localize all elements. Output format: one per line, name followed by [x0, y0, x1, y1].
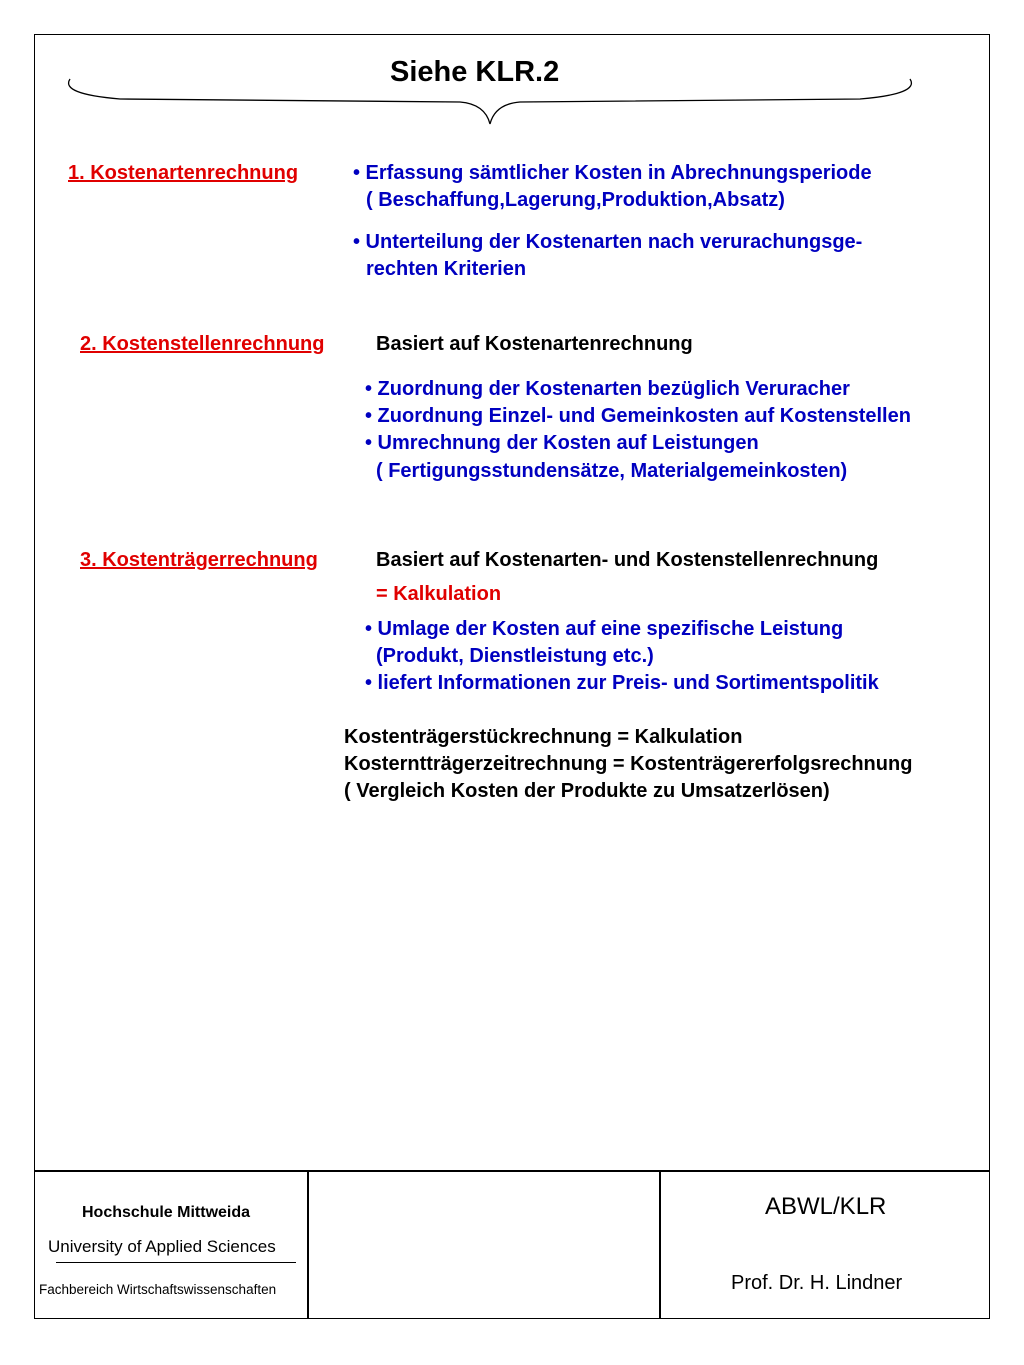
page-title: Siehe KLR.2 — [390, 56, 560, 88]
bullet-line: rechten Kriterien — [366, 258, 527, 280]
subtitle-underline — [56, 1262, 296, 1263]
bullet-line: • Umlage der Kosten auf eine spezifische Leistung — [365, 618, 844, 640]
bullet-line: • Umrechnung der Kosten auf Leistungen — [365, 432, 759, 454]
course-label: ABWL/KLR — [765, 1193, 887, 1220]
section-heading-kostentraegerrechnung: 3. Kostenträgerrechnung — [80, 549, 318, 571]
bullet-line: • Erfassung sämtlicher Kosten in Abrechnungsperiode — [353, 162, 872, 184]
bullet-line: (Produkt, Dienstleistung etc.) — [376, 645, 654, 667]
department-name: Fachbereich Wirtschaftswissenschaften — [39, 1282, 277, 1297]
summary-line: Kosterntträgerzeitrechnung = Kostenträgererfolgsrechnung — [344, 753, 913, 775]
bullet-line: • Zuordnung Einzel- und Gemeinkosten auf Kostenstellen — [365, 405, 911, 427]
footer-column-divider — [307, 1170, 309, 1319]
author-name: Prof. Dr. H. Lindner — [731, 1272, 903, 1294]
bullet-line: ( Fertigungsstundensätze, Materialgemeinkosten) — [376, 460, 848, 482]
section-basis-text: Basiert auf Kostenarten- und Kostenstellenrechnung — [376, 549, 879, 571]
section-heading-kostenstellenrechnung: 2. Kostenstellenrechnung — [80, 333, 325, 355]
bullet-line: • liefert Informationen zur Preis- und Sortimentspolitik — [365, 672, 879, 694]
bullet-line: • Unterteilung der Kostenarten nach verurachungsge- — [353, 231, 863, 253]
bullet-line: • Zuordnung der Kostenarten bezüglich Veruracher — [365, 378, 850, 400]
institution-subtitle: University of Applied Sciences — [48, 1237, 276, 1256]
section-heading-kostenartenrechnung: 1. Kostenartenrechnung — [68, 162, 299, 184]
section-basis-text: Basiert auf Kostenartenrechnung — [376, 333, 693, 355]
summary-line: ( Vergleich Kosten der Produkte zu Umsatzerlösen) — [344, 780, 830, 802]
summary-line: Kostenträgerstückrechnung = Kalkulation — [344, 726, 743, 748]
kalkulation-note: = Kalkulation — [376, 583, 502, 605]
footer-column-divider — [659, 1170, 661, 1319]
footer-divider — [34, 1170, 990, 1172]
curly-brace-decoration — [60, 74, 920, 130]
institution-name: Hochschule Mittweida — [82, 1204, 251, 1221]
bullet-line: ( Beschaffung,Lagerung,Produktion,Absatz) — [366, 189, 785, 211]
